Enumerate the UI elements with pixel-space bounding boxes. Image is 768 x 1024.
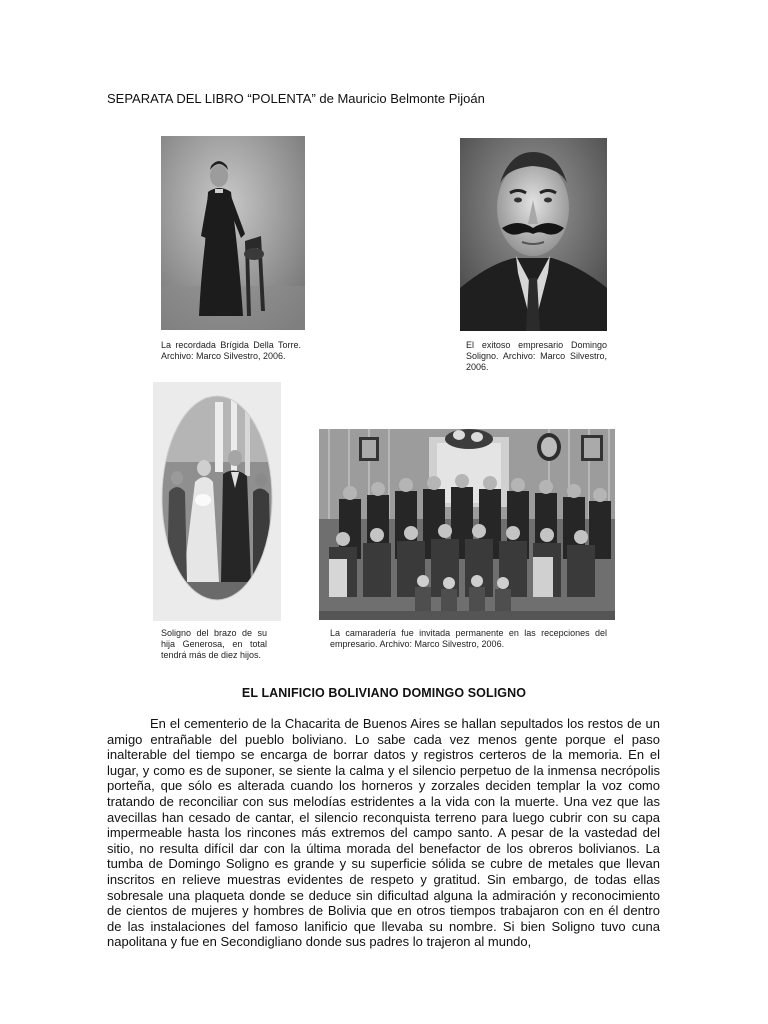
page-header: SEPARATA DEL LIBRO “POLENTA” de Mauricio Belmonte Pijoán [107, 91, 485, 106]
group-photo-caption: La camaradería fue invitada permanente en las recepciones del empresario. Archivo: Marco Silvestro, 2006. [330, 628, 607, 649]
wedding-oval-photo [153, 382, 281, 621]
man-portrait-photo [460, 138, 607, 331]
wedding-photo-caption: Soligno del brazo de su hija Generosa, en total tendrá más de diez hijos. [161, 628, 267, 660]
article-title: EL LANIFICIO BOLIVIANO DOMINGO SOLIGNO [241, 686, 527, 700]
woman-portrait-photo [161, 136, 305, 330]
man-photo-caption: El exitoso empresario Domingo Soligno. Archivo: Marco Silvestro, 2006. [466, 340, 607, 372]
article-paragraph: En el cementerio de la Chacarita de Buenos Aires se hallan sepultados los restos de un amigo entrañable del pueblo boliviano. Lo sabe cada vez menos gente porque el paso inalterable del tiempo se encarga de borrar datos y registros certeros de la memoria. En el lugar, y como es de suponer, se siente la calma y el silencio perpetuo de la inmensa necrópolis porteña, que sólo es alterada cuando los horneros y zorzales deciden templar la voz como tratando de reconciliar con sus melodías estridentes a la vida con la muerte. Una vez que las avecillas han cesado de cantar, el silencio reconquista terreno para luego cubrir con su capa impermeable hasta los rincones más extremos del campo santo. A pesar de la vastedad del sitio, no resulta difícil dar con la última morada del benefactor de los obreros bolivianos. La tumba de Domingo Soligno es grande y su superficie sólida se cubre de metales que llevan inscritos en relieve muestras evidentes de respeto y gratitud. Sin embargo, de todas ellas sobresale una plaqueta donde se deduce sin dificultad alguna la admiración y reconocimiento de cientos de mujeres y hombres de Bolivia que en otros tiempos trabajaron con en él dentro de las instalaciones del famoso lanificio que llevaba su nombre. Si bien Soligno tuvo cuna napolitana y fue en Secondigliano donde sus padres lo trajeron al mundo, [107, 716, 660, 950]
woman-photo-caption: La recordada Brígida Della Torre. Archivo: Marco Silvestro, 2006. [161, 340, 301, 361]
group-gathering-photo [319, 429, 615, 620]
